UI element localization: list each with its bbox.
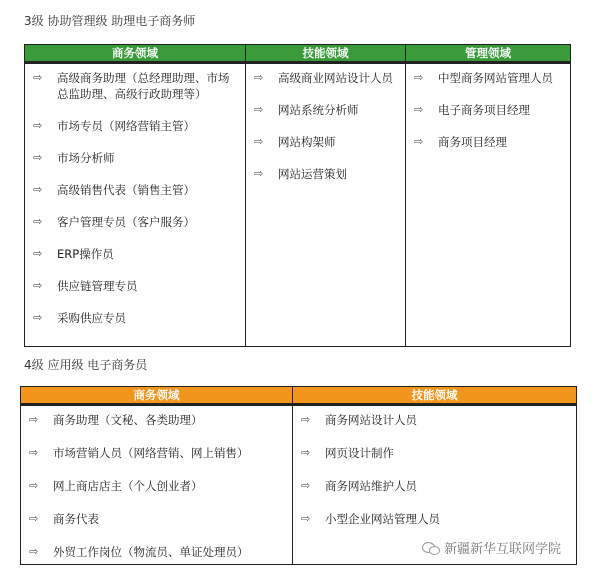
list-item [25, 214, 245, 230]
list-item [21, 445, 292, 461]
level3-header-row [25, 45, 571, 63]
list-item-label: 电子商务项目经理 [438, 103, 530, 117]
arrow-bullet-icon: ⇨ [254, 167, 264, 180]
list-item-label: 网页设计制作 [325, 446, 394, 460]
list-item [25, 278, 245, 294]
list-item-label: 网站系统分析师 [278, 103, 359, 117]
level3-header-technical: 技能领域 [246, 45, 406, 63]
arrow-bullet-icon: ⇨ [33, 183, 43, 196]
level3-body-row [25, 63, 571, 347]
level4-header-row [21, 387, 577, 405]
list-item-label: 客户管理专员（客户服务） [57, 215, 195, 229]
arrow-bullet-icon: ⇨ [33, 71, 43, 84]
list-item [293, 412, 576, 428]
arrow-bullet-icon: ⇨ [29, 413, 39, 426]
list-item-label: 网上商店店主（个人创业者） [53, 479, 203, 493]
list-item-label: 商务代表 [53, 512, 99, 526]
list-item-label: ERP操作员 [57, 247, 114, 261]
arrow-bullet-icon: ⇨ [254, 103, 264, 116]
list-item-label: 高级商务助理（总经理助理、市场总监助理、高级行政助理等） [57, 71, 230, 101]
list-item [25, 182, 245, 198]
list-item-label: 市场营销人员（网络营销、网上销售） [53, 446, 249, 460]
level4-header-business: 商务领域 [21, 387, 293, 405]
watermark [422, 538, 561, 557]
arrow-bullet-icon: ⇨ [301, 446, 311, 459]
list-item-label: 市场分析师 [57, 151, 115, 165]
arrow-bullet-icon: ⇨ [29, 512, 39, 525]
arrow-bullet-icon: ⇨ [414, 71, 424, 84]
list-item-label: 小型企业网站管理人员 [325, 512, 440, 526]
arrow-bullet-icon: ⇨ [301, 512, 311, 525]
level4-title: 4级 应用级 电子商务员 [24, 358, 148, 372]
list-item-label: 高级商业网站设计人员 [278, 71, 393, 85]
arrow-bullet-icon: ⇨ [33, 247, 43, 260]
arrow-bullet-icon: ⇨ [33, 279, 43, 292]
level3-business-column [25, 63, 246, 347]
list-item [406, 102, 570, 118]
level4-business-column [21, 405, 293, 565]
arrow-bullet-icon: ⇨ [254, 135, 264, 148]
level3-title: 3级 协助管理级 助理电子商务师 [24, 14, 196, 28]
list-item [246, 102, 405, 118]
wechat-icon [422, 541, 440, 555]
list-item-label: 网站构架师 [278, 135, 336, 149]
list-item [21, 511, 292, 527]
arrow-bullet-icon: ⇨ [33, 311, 43, 324]
arrow-bullet-icon: ⇨ [254, 71, 264, 84]
level3-management-column [406, 63, 571, 347]
list-item [25, 118, 245, 134]
list-item [21, 544, 292, 560]
list-item [21, 412, 292, 428]
list-item [293, 478, 576, 494]
arrow-bullet-icon: ⇨ [33, 119, 43, 132]
list-item [293, 445, 576, 461]
arrow-bullet-icon: ⇨ [33, 215, 43, 228]
arrow-bullet-icon: ⇨ [29, 479, 39, 492]
arrow-bullet-icon: ⇨ [29, 446, 39, 459]
list-item [246, 166, 405, 182]
list-item [293, 511, 576, 527]
list-item-label: 商务助理（文秘、各类助理） [53, 413, 203, 427]
level3-header-business: 商务领域 [25, 45, 246, 63]
level4-header-technical: 技能领域 [293, 387, 577, 405]
arrow-bullet-icon: ⇨ [301, 413, 311, 426]
watermark-text: 新疆新华互联网学院 [444, 542, 562, 557]
list-item [246, 134, 405, 150]
list-item-label: 网站运营策划 [278, 167, 347, 181]
list-item [25, 310, 245, 326]
arrow-bullet-icon: ⇨ [301, 479, 311, 492]
list-item-label: 商务项目经理 [438, 135, 507, 149]
level3-table [24, 44, 571, 347]
list-item-label: 市场专员（网络营销主管） [57, 119, 195, 133]
arrow-bullet-icon: ⇨ [414, 135, 424, 148]
list-item [406, 134, 570, 150]
list-item-label: 高级销售代表（销售主管） [57, 183, 195, 197]
level3-header-management: 管理领域 [406, 45, 571, 63]
arrow-bullet-icon: ⇨ [414, 103, 424, 116]
list-item [21, 478, 292, 494]
arrow-bullet-icon: ⇨ [33, 151, 43, 164]
list-item [246, 70, 405, 86]
list-item [25, 70, 245, 102]
list-item [25, 246, 245, 262]
level3-technical-column [246, 63, 406, 347]
list-item-label: 商务网站维护人员 [325, 479, 417, 493]
arrow-bullet-icon: ⇨ [29, 545, 39, 558]
list-item-label: 商务网站设计人员 [325, 413, 417, 427]
list-item [25, 150, 245, 166]
list-item-label: 外贸工作岗位（物流员、单证处理员） [53, 545, 249, 559]
list-item-label: 中型商务网站管理人员 [438, 71, 553, 85]
list-item-label: 采购供应专员 [57, 311, 126, 325]
list-item [406, 70, 570, 86]
list-item-label: 供应链管理专员 [57, 279, 138, 293]
